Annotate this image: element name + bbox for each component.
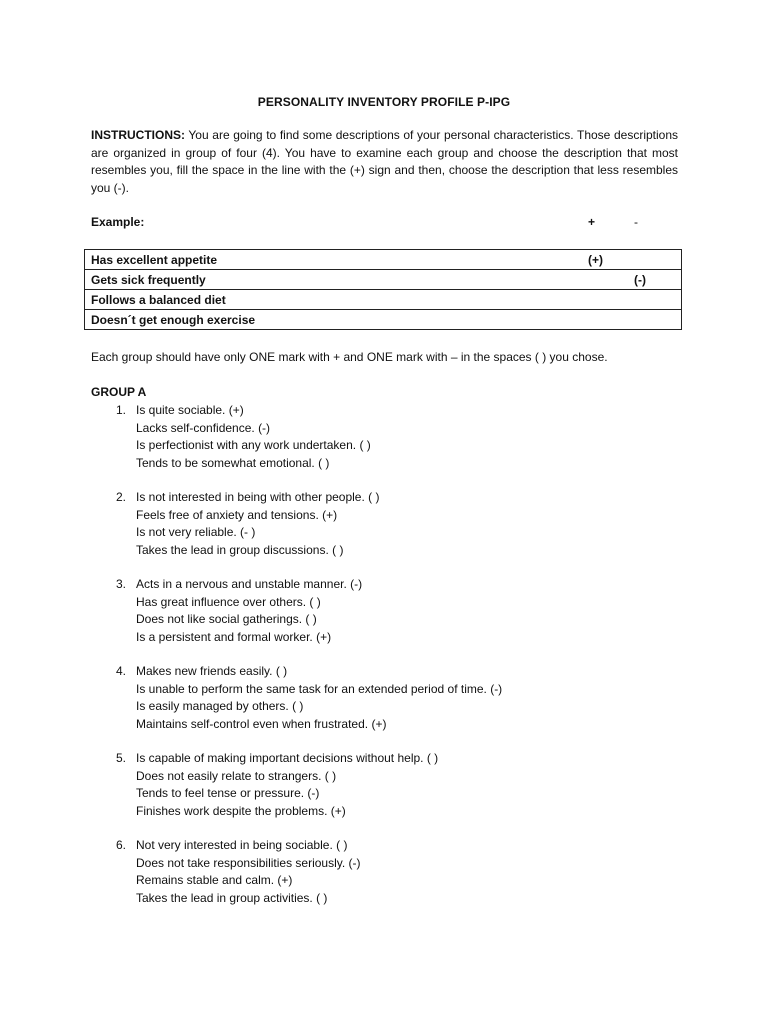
option-line: Is perfectionist with any work undertaken. ( ) <box>136 438 371 452</box>
table-row <box>85 290 682 310</box>
plus-mark: (+) <box>588 253 603 267</box>
plus-column-header: + <box>588 215 596 229</box>
group-title: GROUP A <box>91 385 147 399</box>
option-line: Acts in a nervous and unstable manner. (-) <box>136 577 363 591</box>
row-text: Follows a balanced diet <box>91 292 226 307</box>
option-line: Does not like social gatherings. ( ) <box>136 612 317 626</box>
option-line: Is not interested in being with other people. ( ) <box>136 490 380 504</box>
option-line: Not very interested in being sociable. ( ) <box>136 838 348 852</box>
option-line: Is unable to perform the same task for an extended period of time. (-) <box>136 681 503 696</box>
option-line: Remains stable and calm. (+) <box>136 873 293 887</box>
option-line: Takes the lead in group activities. ( ) <box>136 890 328 905</box>
option-line: Tends to be somewhat emotional. ( ) <box>136 455 330 470</box>
instructions-text: You are going to find some descriptions of your personal characteristics. Those descriptions are organized in group of four (4). You have to examine each group and choose the description that most resembles you, fill the space in the line with the (+) sign and then, choose the description that less resembles you (-). <box>91 128 679 195</box>
row-text: Gets sick frequently <box>91 272 206 287</box>
table-row <box>85 270 682 290</box>
example-header <box>91 215 678 233</box>
instructions-label: INSTRUCTIONS: <box>91 128 185 142</box>
item-number: 2. <box>115 490 126 504</box>
table-row <box>85 250 682 270</box>
table-cell <box>85 290 682 310</box>
table-cell <box>85 310 682 330</box>
option-line: Takes the lead in group discussions. ( ) <box>136 542 344 557</box>
minus-mark: (-) <box>634 273 646 287</box>
list-item <box>112 663 672 733</box>
table-cell <box>85 270 682 290</box>
option-line: Has great influence over others. ( ) <box>136 594 321 609</box>
option-line: Does not easily relate to strangers. ( ) <box>136 768 337 783</box>
option-line: Feels free of anxiety and tensions. (+) <box>136 507 338 522</box>
option-line: Lacks self-confidence. (-) <box>136 420 271 435</box>
item-number: 4. <box>115 664 126 678</box>
option-line: Is capable of making important decisions without help. ( ) <box>136 751 439 765</box>
option-line: Does not take responsibilities seriously. (-) <box>136 855 361 870</box>
item-number: 5. <box>115 751 126 765</box>
row-text: Doesn´t get enough exercise <box>91 312 256 327</box>
list-item <box>112 750 672 820</box>
example-table <box>84 249 682 330</box>
list-item <box>112 402 672 472</box>
option-line: Tends to feel tense or pressure. (-) <box>136 786 320 800</box>
document-title: PERSONALITY INVENTORY PROFILE P-IPG <box>257 95 511 109</box>
table-row <box>85 310 682 330</box>
option-line: Makes new friends easily. ( ) <box>136 664 288 678</box>
option-line: Maintains self-control even when frustrated. (+) <box>136 716 387 731</box>
list-item <box>112 489 672 559</box>
list-item <box>112 837 672 907</box>
item-number: 3. <box>115 577 126 591</box>
instructions-paragraph <box>91 127 678 197</box>
row-text: Has excellent appetite <box>91 252 218 267</box>
option-line: Finishes work despite the problems. (+) <box>136 803 346 818</box>
item-number: 1. <box>115 403 126 417</box>
option-line: Is a persistent and formal worker. (+) <box>136 629 332 644</box>
option-line: Is easily managed by others. ( ) <box>136 699 304 713</box>
marking-note: Each group should have only ONE mark with + and ONE mark with – in the spaces ( ) you chose. <box>91 350 608 364</box>
table-cell <box>85 250 682 270</box>
list-item <box>112 576 672 646</box>
item-number: 6. <box>115 838 126 852</box>
example-label: Example: <box>91 215 145 229</box>
minus-column-header: - <box>634 215 638 229</box>
option-line: Is quite sociable. (+) <box>136 403 244 417</box>
option-line: Is not very reliable. (- ) <box>136 525 256 539</box>
